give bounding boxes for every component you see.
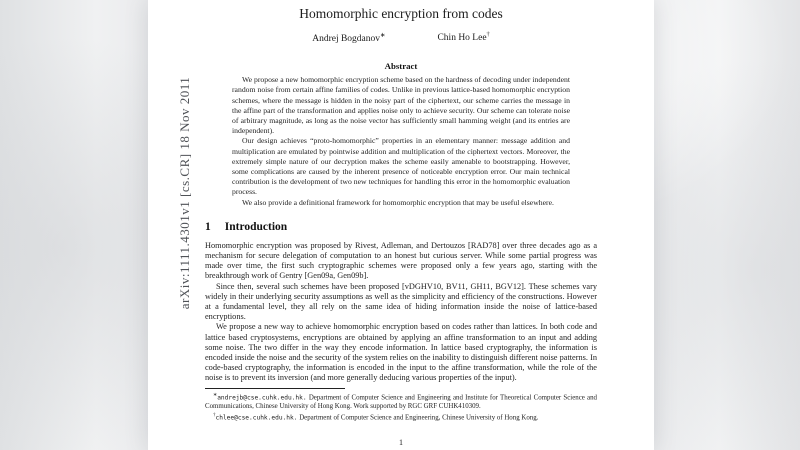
footnote-rule bbox=[205, 388, 345, 389]
paper-title: Homomorphic encryption from codes bbox=[299, 6, 503, 21]
paper-page bbox=[148, 0, 654, 450]
introduction-body bbox=[205, 241, 597, 384]
page-number: 1 bbox=[399, 438, 403, 447]
paper-content bbox=[205, 0, 597, 450]
abstract-paragraph-3: We also provide a definitional framework for homomorphic encryption that may be useful elsewhere. bbox=[242, 197, 554, 207]
author-1 bbox=[312, 31, 385, 44]
author-2 bbox=[437, 31, 489, 44]
author-list bbox=[205, 31, 597, 44]
intro-paragraph-2: Since then, several such schemes have been proposed [vDGHV10, BV11, GH11, BGV12]. These schemes vary widely in their underlying security assumptions as well as the simplicity and efficiency of the constructions. However at a fundamental level, they all rely on the same idea of hiding information inside the noise of lattice-based encryptions. bbox=[205, 281, 597, 322]
intro-paragraph-3: We propose a new way to achieve homomorphic encryption based on codes rather than lattices. In both code and lattice based cryptosystems, encryptions are obtained by applying an affine transformation to an input and adding some noise. The two differ in the way they encode information. In lattice based cryptography, the information is encoded inside the noise and the security of the system relies on the inability to distinguish different noise patterns. In code-based cryptography, the information is encoded in the input to the affine transformation, while the role of the noise is to prevent its inversion (and more generally deducing various properties of the input). bbox=[205, 322, 597, 383]
footnote-1-text: Department of Computer Science and Engineering and Institute for Theoretical Computer Science and Communications, Chinese University of Hong Kong. Work supported by RGC GRF CUHK410309. bbox=[205, 393, 597, 410]
abstract-heading: Abstract bbox=[384, 61, 418, 72]
footnote-1-mark: ∗ bbox=[213, 392, 218, 398]
footnote-1 bbox=[205, 391, 597, 411]
section-title: Introduction bbox=[224, 220, 288, 233]
footnotes-block bbox=[205, 391, 597, 423]
section-heading bbox=[205, 221, 597, 233]
intro-paragraph-1: Homomorphic encryption was proposed by Rivest, Adleman, and Dertouzos [RAD78] over three decades ago as a mechanism for secure delegation of computation to an honest but curious server. While some partial progress was made over time, the first such cryptographic schemes were proposed only a few years ago, starting with the breakthrough work of Gentry [Gen09a, Gen09b]. bbox=[205, 240, 597, 281]
footnote-2-email: chlee@cse.cuhk.edu.hk. bbox=[215, 414, 298, 422]
author-1-name: Andrej Bogdanov bbox=[312, 34, 381, 45]
section-number: 1 bbox=[205, 220, 211, 233]
footnote-2-mark: † bbox=[213, 412, 216, 418]
abstract-paragraph-2: Our design achieves “proto-homomorphic” properties in an elementary manner: message addition and multiplication are emulated by pointwise addition and multiplication of the ciphertext vectors. Moreover, the extremely simple nature of our decryption makes the scheme easily amenable to bootstrapping. However, some complications are caused by the inherent presence of noticeable encryption error. Our main technical contribution is the development of two new techniques for handling this error in the homomorphic evaluation process. bbox=[232, 136, 570, 197]
author-2-footnote-mark: † bbox=[486, 31, 490, 38]
author-2-name: Chin Ho Lee bbox=[437, 33, 487, 44]
author-1-footnote-mark: ∗ bbox=[380, 32, 386, 39]
footnote-1-email: andrejb@cse.cuhk.edu.hk. bbox=[217, 393, 307, 401]
abstract-block bbox=[232, 61, 570, 208]
arxiv-identifier-watermark: arXiv:1111.4301v1 [cs.CR] 18 Nov 2011 bbox=[177, 76, 192, 310]
abstract-paragraph-1: We propose a new homomorphic encryption scheme based on the hardness of decoding under independent random noise from certain affine families of codes. Unlike in previous lattice-based homomorphic encryption schemes, where the message is hidden in the noisy part of the ciphertext, our scheme carries the message in the affine part of the transformation and applies noise only to achieve security. Our scheme can tolerate noise of arbitrary magnitude, as long as the noise vector has sufficiently small hamming weight (and its entries are independent). bbox=[232, 75, 570, 136]
footnote-2-text: Department of Computer Science and Engineering, Chinese University of Hong Kong. bbox=[297, 414, 539, 422]
footnote-2 bbox=[205, 411, 597, 422]
